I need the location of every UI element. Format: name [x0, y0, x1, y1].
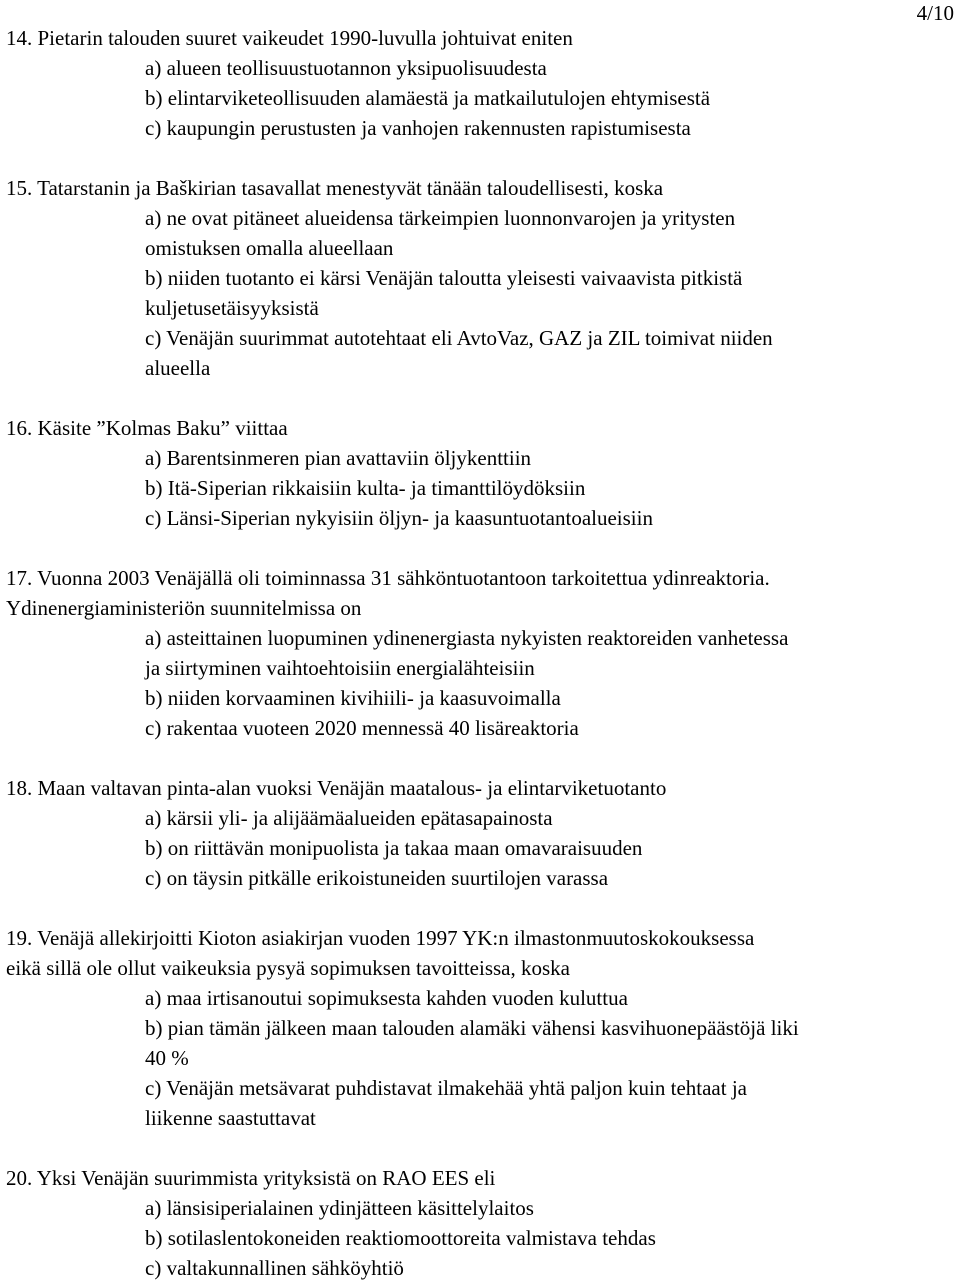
question-text-continued: Ydinenergiaministeriön suunnitelmissa on: [6, 596, 362, 620]
answer-option-c: c) on täysin pitkälle erikoistuneiden suurtilojen varassa: [145, 866, 609, 890]
answer-option-a-continued: omistuksen omalla alueellaan: [145, 236, 394, 260]
answer-option-c-continued: alueella: [145, 356, 211, 380]
answer-option-b: b) Itä-Siperian rikkaisiin kulta- ja timanttilöydöksiin: [145, 476, 586, 500]
answer-option-b: b) elintarviketeollisuuden alamäestä ja matkailutulojen ehtymisestä: [145, 86, 711, 110]
answer-option-c-continued: liikenne saastuttavat: [145, 1106, 316, 1130]
answer-option-a: a) ne ovat pitäneet alueidensa tärkeimpien luonnonvarojen ja yritysten: [145, 206, 736, 230]
answer-option-a: a) maa irtisanoutui sopimuksesta kahden vuoden kuluttua: [145, 986, 628, 1010]
answer-option-c: c) valtakunnallinen sähköyhtiö: [145, 1256, 404, 1280]
answer-option-a-continued: ja siirtyminen vaihtoehtoisiin energialähteisiin: [145, 656, 535, 680]
answer-option-b: b) niiden korvaaminen kivihiili- ja kaasuvoimalla: [145, 686, 561, 710]
question-text: 19. Venäjä allekirjoitti Kioton asiakirjan vuoden 1997 YK:n ilmastonmuutoskokouksessa: [6, 926, 755, 950]
answer-option-a: a) Barentsinmeren pian avattaviin öljykenttiin: [145, 446, 532, 470]
answer-option-c: c) Venäjän suurimmat autotehtaat eli AvtoVaz, GAZ ja ZIL toimivat niiden: [145, 326, 773, 350]
question-text: 20. Yksi Venäjän suurimmista yrityksistä on RAO EES eli: [6, 1166, 496, 1190]
answer-option-a: a) kärsii yli- ja alijäämäalueiden epätasapainosta: [145, 806, 553, 830]
answer-option-b: b) niiden tuotanto ei kärsi Venäjän taloutta yleisesti vaivaavista pitkistä: [145, 266, 743, 290]
question-text: 17. Vuonna 2003 Venäjällä oli toiminnassa 31 sähköntuotantoon tarkoitettua ydinreaktoria.: [6, 566, 770, 590]
answer-option-a: a) asteittainen luopuminen ydinenergiasta nykyisten reaktoreiden vanhetessa: [145, 626, 789, 650]
question-text: 16. Käsite ”Kolmas Baku” viittaa: [6, 416, 288, 440]
answer-option-b: b) sotilaslentokoneiden reaktiomoottoreita valmistava tehdas: [145, 1226, 656, 1250]
question-text: 14. Pietarin talouden suuret vaikeudet 1990-luvulla johtuivat eniten: [6, 26, 573, 50]
answer-option-a: a) alueen teollisuustuotannon yksipuolisuudesta: [145, 56, 547, 80]
answer-option-c: c) Länsi-Siperian nykyisiin öljyn- ja kaasuntuotantoalueisiin: [145, 506, 653, 530]
answer-option-b-continued: kuljetusetäisyyksistä: [145, 296, 319, 320]
answer-option-c: c) kaupungin perustusten ja vanhojen rakennusten rapistumisesta: [145, 116, 691, 140]
question-text-continued: eikä sillä ole ollut vaikeuksia pysyä sopimuksen tavoitteissa, koska: [6, 956, 570, 980]
answer-option-c: c) Venäjän metsävarat puhdistavat ilmakehää yhtä paljon kuin tehtaat ja: [145, 1076, 747, 1100]
answer-option-b: b) pian tämän jälkeen maan talouden alamäki vähensi kasvihuonepäästöjä liki: [145, 1016, 799, 1040]
answer-option-a: a) länsisiperialainen ydinjätteen käsittelylaitos: [145, 1196, 534, 1220]
page-number: 4/10: [916, 1, 954, 25]
answer-option-b: b) on riittävän monipuolista ja takaa maan omavaraisuuden: [145, 836, 643, 860]
question-text: 15. Tatarstanin ja Baškirian tasavallat menestyvät tänään taloudellisesti, koska: [6, 176, 664, 200]
answer-option-c: c) rakentaa vuoteen 2020 mennessä 40 lisäreaktoria: [145, 716, 579, 740]
answer-option-b-continued: 40 %: [145, 1046, 189, 1070]
question-text: 18. Maan valtavan pinta-alan vuoksi Venäjän maatalous- ja elintarviketuotanto: [6, 776, 667, 800]
